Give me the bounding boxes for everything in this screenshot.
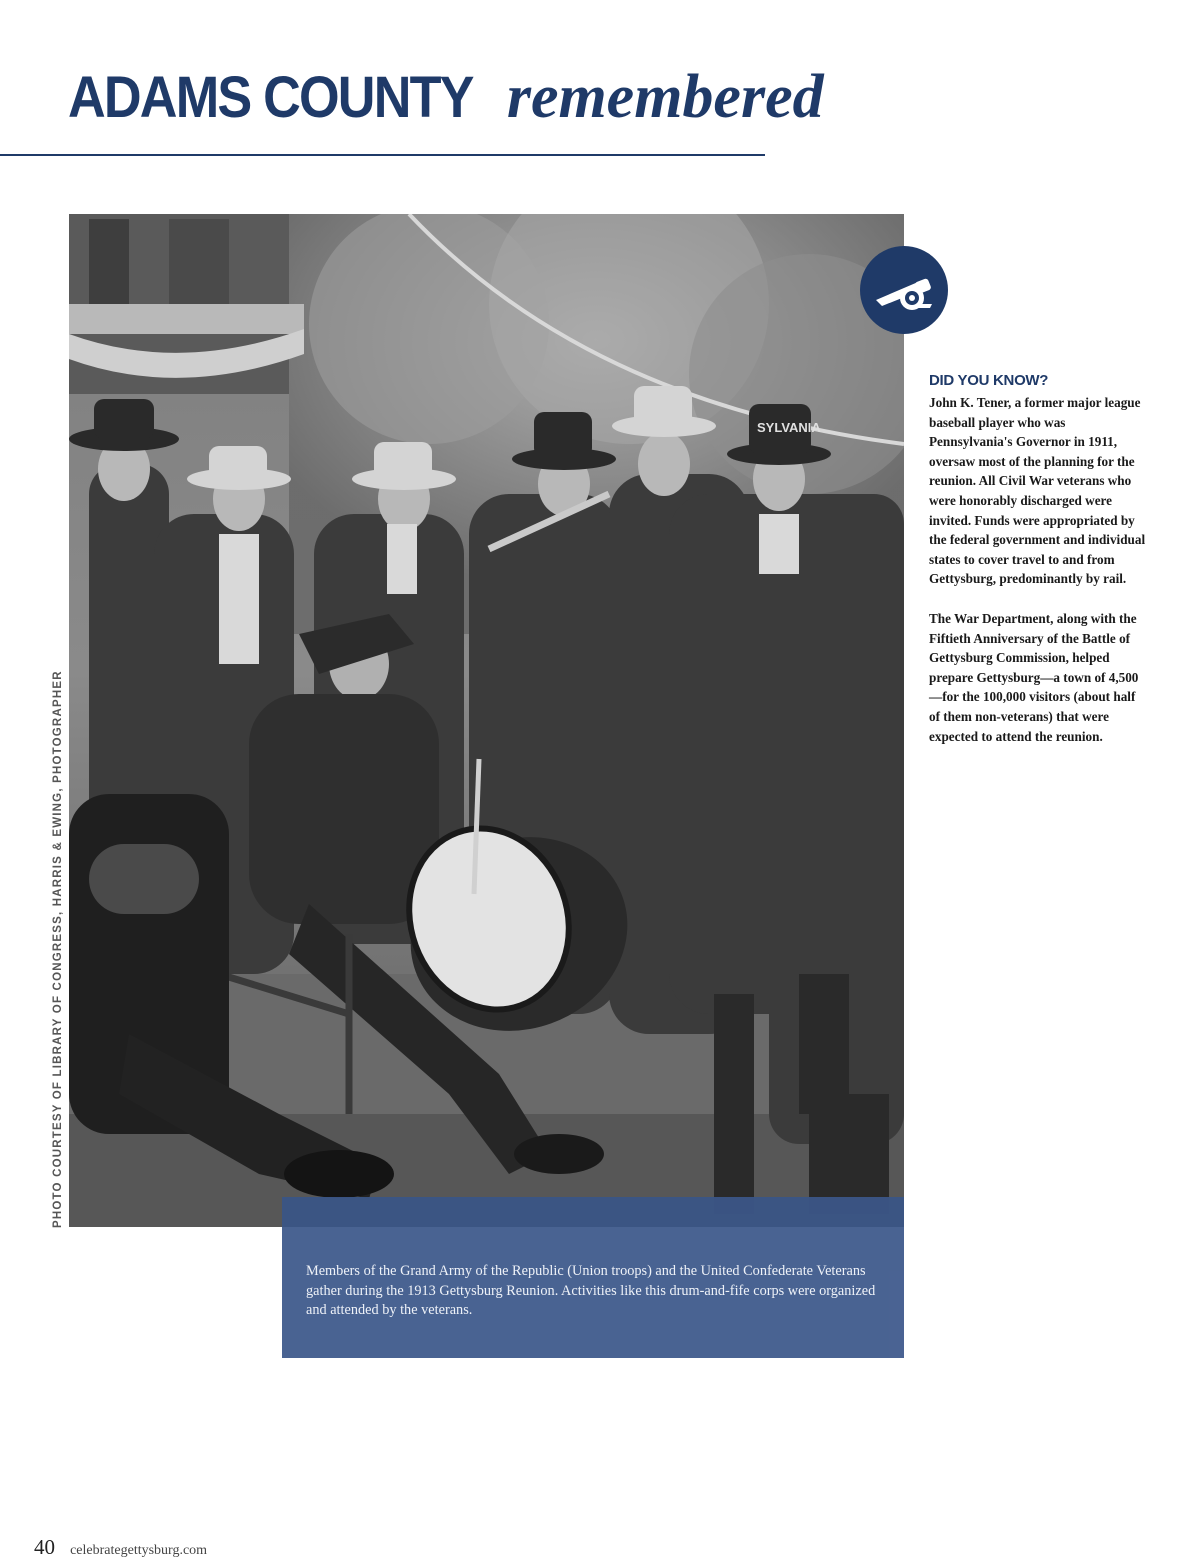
cannon-badge	[860, 246, 948, 334]
sidebar-paragraph: The War Department, along with the Fiftieth Anniversary of the Battle of Gettysburg Commission, helped prepare Gettysburg—a town of 4,500—for the 100,000 visitors (about half of them non-veterans) that were expected to attend the reunion.	[929, 610, 1139, 744]
did-you-know-sidebar	[929, 372, 1149, 766]
website-link[interactable]: celebrategettysburg.com	[70, 1543, 208, 1558]
photo-illustration	[69, 214, 904, 1227]
photo-caption: Members of the Grand Army of the Republic (Union troops) and the United Confederate Veterans gather during the 1913 Gettysburg Reunion. Activities like this drum-and-fife corps were organized and attended by the veterans.	[306, 1263, 876, 1318]
sidebar-paragraph: John K. Tener, a former major league baseball player who was Pennsylvania's Governor in 1911, oversaw most of the planning for the reunion. All Civil War veterans who were honorably discharged were invited. Funds were appropriated by the federal government and individual states to cover travel to and from Gettysburg, predominantly by rail.	[929, 395, 1146, 587]
header-divider	[0, 154, 765, 156]
photo-caption-box	[282, 1197, 904, 1358]
historic-photo	[69, 214, 904, 1227]
hat-lettering: SYLVANIA	[757, 420, 821, 435]
page-title	[68, 63, 824, 131]
sidebar-title: DID YOU KNOW?	[929, 372, 1049, 389]
page-number: 40	[34, 1535, 55, 1559]
title-italic-part: remembered	[506, 63, 824, 131]
title-bold-part: ADAMS COUNTY	[68, 65, 473, 130]
cannon-icon	[860, 246, 948, 334]
caption-band	[282, 1197, 904, 1227]
page-footer	[34, 1535, 207, 1560]
photo-credit: PHOTO COURTESY OF LIBRARY OF CONGRESS, HARRIS & EWING, PHOTOGRAPHER	[52, 670, 64, 1228]
